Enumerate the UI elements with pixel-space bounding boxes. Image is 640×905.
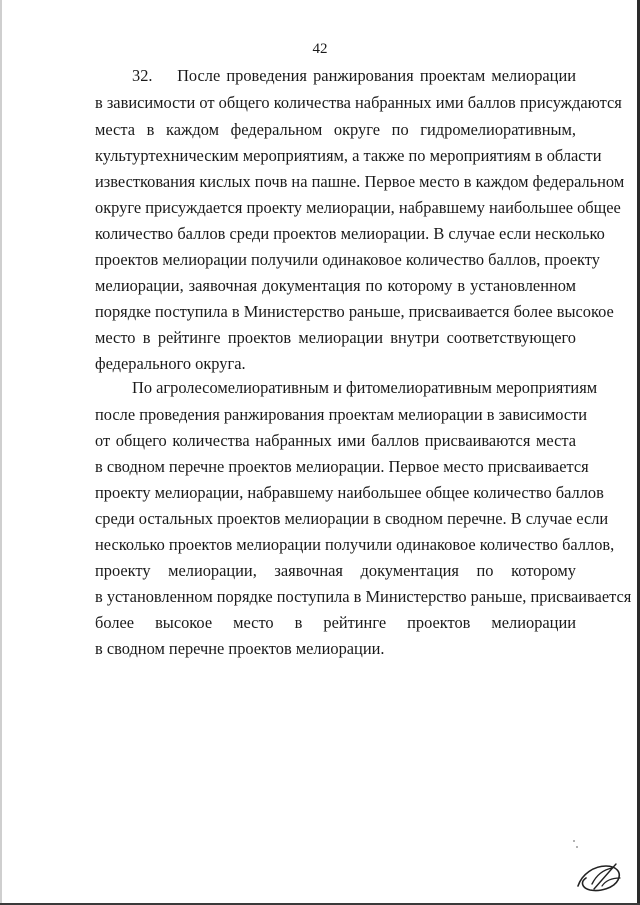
handwritten-initials xyxy=(572,856,628,896)
text-line: округе присуждается проекту мелиорации, набравшему наибольшее общее xyxy=(95,198,621,217)
text-line: культуртехническим мероприятиям, а также по мероприятиям в области xyxy=(95,146,602,165)
text-line: проекту мелиорации, заявочная документация по которому xyxy=(95,561,576,580)
text-line: порядке поступила в Министерство раньше, присваивается более высокое xyxy=(95,302,614,321)
scan-speck xyxy=(576,846,578,848)
text-line: 32. После проведения ранжирования проектам мелиорации xyxy=(132,66,576,85)
text-line: в установленном порядке поступила в Министерство раньше, присваивается xyxy=(95,587,632,606)
text-line: в сводном перечне проектов мелиорации. Первое место присваивается xyxy=(95,457,589,476)
text-line: более высокое место в рейтинге проектов мелиорации xyxy=(95,613,576,632)
page-number: 42 xyxy=(312,41,328,57)
text-line: несколько проектов мелиорации получили одинаковое количество баллов, xyxy=(95,535,615,554)
text-line: мелиорации, заявочная документация по которому в установленном xyxy=(95,276,576,295)
text-line: в сводном перечне проектов мелиорации. xyxy=(95,639,385,658)
text-line: проектов мелиорации получили одинаковое количество баллов, проекту xyxy=(95,250,600,269)
text-line: место в рейтинге проектов мелиорации внутри соответствующего xyxy=(95,328,576,347)
text-line: среди остальных проектов мелиорации в сводном перечне. В случае если xyxy=(95,509,609,528)
text-line: федерального округа. xyxy=(95,354,246,373)
text-line: проекту мелиорации, набравшему наибольшее общее количество баллов xyxy=(95,483,604,502)
text-line: количество баллов среди проектов мелиорации. В случае если несколько xyxy=(95,224,605,243)
text-line: в зависимости от общего количества набранных ими баллов присуждаются xyxy=(95,93,622,112)
text-line: известкования кислых почв на пашне. Первое место в каждом федеральном xyxy=(95,172,625,191)
text-line: после проведения ранжирования проектам мелиорации в зависимости xyxy=(95,405,588,424)
text-line: места в каждом федеральном округе по гидромелиоративным, xyxy=(95,120,576,139)
scan-speck xyxy=(573,840,575,842)
scan-border-left xyxy=(0,0,2,905)
text-line: По агролесомелиоративным и фитомелиоративным мероприятиям xyxy=(132,378,598,397)
text-line: от общего количества набранных ими баллов присваиваются места xyxy=(95,431,576,450)
